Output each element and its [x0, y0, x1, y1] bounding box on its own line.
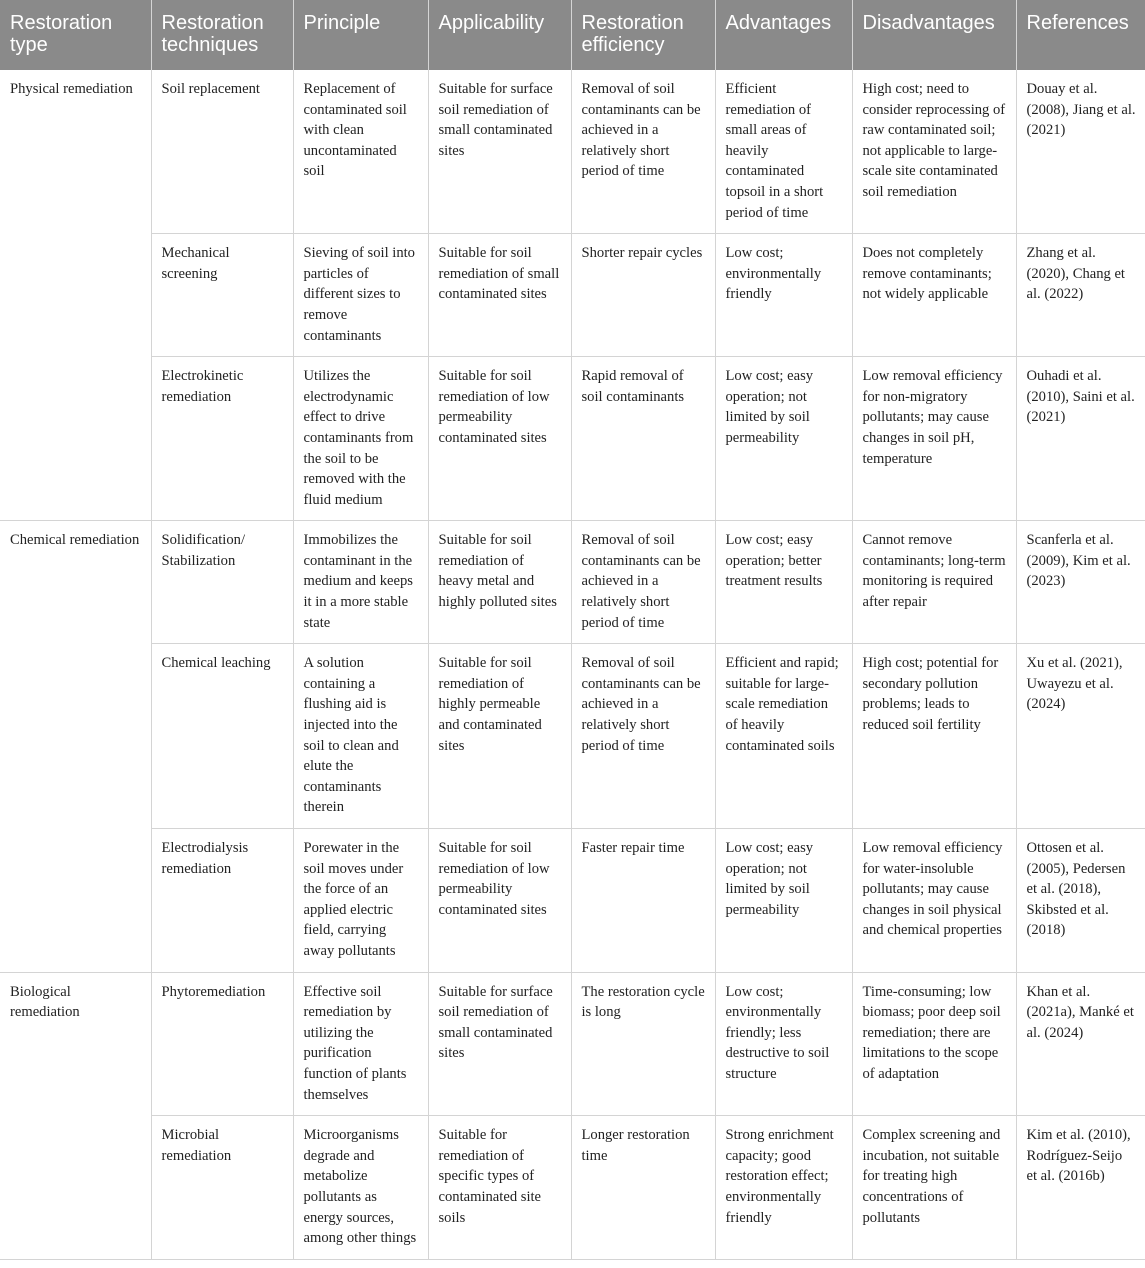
efficiency-cell: Removal of soil contaminants can be achieved in a relatively short period of time	[571, 521, 715, 644]
advantages-cell: Low cost; easy operation; not limited by soil permeability	[715, 829, 852, 973]
principle-cell: Sieving of soil into particles of different sizes to remove contaminants	[293, 234, 428, 357]
applicability-cell: Suitable for surface soil remediation of small contaminated sites	[428, 70, 571, 234]
references-cell: Ouhadi et al. (2010), Saini et al. (2021)	[1016, 357, 1145, 521]
references-cell: Khan et al. (2021a), Manké et al. (2024)	[1016, 972, 1145, 1116]
disadvantages-cell: Low removal efficiency for non-migratory pollutants; may cause changes in soil pH, temperature	[852, 357, 1016, 521]
efficiency-cell: Removal of soil contaminants can be achieved in a relatively short period of time	[571, 644, 715, 829]
efficiency-cell: The restoration cycle is long	[571, 972, 715, 1116]
header-advantages: Advantages	[715, 0, 852, 70]
table-row	[0, 1116, 1145, 1260]
technique-cell: Microbial remediation	[151, 1116, 293, 1260]
advantages-cell: Low cost; easy operation; not limited by soil permeability	[715, 357, 852, 521]
efficiency-cell: Shorter repair cycles	[571, 234, 715, 357]
header-disadvantages: Disadvantages	[852, 0, 1016, 70]
principle-cell: Immobilizes the contaminant in the medium and keeps it in a more stable state	[293, 521, 428, 644]
technique-cell: Soil replacement	[151, 70, 293, 234]
technique-cell: Phytoremediation	[151, 972, 293, 1116]
table-header	[0, 0, 1145, 70]
principle-cell: Porewater in the soil moves under the force of an applied electric field, carrying away pollutants	[293, 829, 428, 973]
advantages-cell: Efficient and rapid; suitable for large-scale remediation of heavily contaminated soils	[715, 644, 852, 829]
references-cell: Ottosen et al. (2005), Pedersen et al. (2018), Skibsted et al. (2018)	[1016, 829, 1145, 973]
principle-cell: Effective soil remediation by utilizing the purification function of plants themselves	[293, 972, 428, 1116]
principle-cell: Microorganisms degrade and metabolize pollutants as energy sources, among other things	[293, 1116, 428, 1260]
restoration-type-cell: Chemical remediation	[0, 521, 151, 972]
header-references: References	[1016, 0, 1145, 70]
advantages-cell: Efficient remediation of small areas of heavily contaminated topsoil in a short period of time	[715, 70, 852, 234]
restoration-type-cell: Physical remediation	[0, 70, 151, 521]
applicability-cell: Suitable for remediation of specific types of contaminated site soils	[428, 1116, 571, 1260]
references-cell: Xu et al. (2021), Uwayezu et al. (2024)	[1016, 644, 1145, 829]
header-row	[0, 0, 1145, 70]
table-row	[0, 357, 1145, 521]
table-row	[0, 829, 1145, 973]
restoration-type-cell: Biological remediation	[0, 972, 151, 1259]
technique-cell: Solidification/ Stabilization	[151, 521, 293, 644]
applicability-cell: Suitable for soil remediation of low permeability contaminated sites	[428, 357, 571, 521]
header-restoration-type: Restoration type	[0, 0, 151, 70]
header-restoration-techniques: Restoration techniques	[151, 0, 293, 70]
efficiency-cell: Longer restoration time	[571, 1116, 715, 1260]
table-row	[0, 972, 1145, 1116]
disadvantages-cell: High cost; potential for secondary pollution problems; leads to reduced soil fertility	[852, 644, 1016, 829]
principle-cell: A solution containing a flushing aid is injected into the soil to clean and elute the contaminants therein	[293, 644, 428, 829]
table-row	[0, 234, 1145, 357]
disadvantages-cell: High cost; need to consider reprocessing of raw contaminated soil; not applicable to large-scale site contaminated soil remediation	[852, 70, 1016, 234]
table-row	[0, 70, 1145, 234]
advantages-cell: Low cost; environmentally friendly	[715, 234, 852, 357]
principle-cell: Utilizes the electrodynamic effect to drive contaminants from the soil to be removed with the fluid medium	[293, 357, 428, 521]
advantages-cell: Strong enrichment capacity; good restoration effect; environmentally friendly	[715, 1116, 852, 1260]
table-row	[0, 644, 1145, 829]
technique-cell: Electrokinetic remediation	[151, 357, 293, 521]
references-cell: Kim et al. (2010), Rodríguez-Seijo et al. (2016b)	[1016, 1116, 1145, 1260]
principle-cell: Replacement of contaminated soil with clean uncontaminated soil	[293, 70, 428, 234]
advantages-cell: Low cost; easy operation; better treatment results	[715, 521, 852, 644]
efficiency-cell: Rapid removal of soil contaminants	[571, 357, 715, 521]
applicability-cell: Suitable for surface soil remediation of small contaminated sites	[428, 972, 571, 1116]
header-principle: Principle	[293, 0, 428, 70]
table-row	[0, 521, 1145, 644]
table-body	[0, 70, 1145, 1259]
references-cell: Zhang et al. (2020), Chang et al. (2022)	[1016, 234, 1145, 357]
applicability-cell: Suitable for soil remediation of heavy metal and highly polluted sites	[428, 521, 571, 644]
header-applicability: Applicability	[428, 0, 571, 70]
references-cell: Scanferla et al. (2009), Kim et al. (2023)	[1016, 521, 1145, 644]
technique-cell: Electrodialysis remediation	[151, 829, 293, 973]
disadvantages-cell: Time-consuming; low biomass; poor deep soil remediation; there are limitations to the scope of adaptation	[852, 972, 1016, 1116]
header-restoration-efficiency: Restoration efficiency	[571, 0, 715, 70]
disadvantages-cell: Complex screening and incubation, not suitable for treating high concentrations of pollutants	[852, 1116, 1016, 1260]
efficiency-cell: Removal of soil contaminants can be achieved in a relatively short period of time	[571, 70, 715, 234]
references-cell: Douay et al. (2008), Jiang et al. (2021)	[1016, 70, 1145, 234]
applicability-cell: Suitable for soil remediation of low permeability contaminated sites	[428, 829, 571, 973]
disadvantages-cell: Does not completely remove contaminants; not widely applicable	[852, 234, 1016, 357]
technique-cell: Chemical leaching	[151, 644, 293, 829]
efficiency-cell: Faster repair time	[571, 829, 715, 973]
technique-cell: Mechanical screening	[151, 234, 293, 357]
applicability-cell: Suitable for soil remediation of small contaminated sites	[428, 234, 571, 357]
disadvantages-cell: Cannot remove contaminants; long-term monitoring is required after repair	[852, 521, 1016, 644]
disadvantages-cell: Low removal efficiency for water-insoluble pollutants; may cause changes in soil physical and chemical properties	[852, 829, 1016, 973]
advantages-cell: Low cost; environmentally friendly; less destructive to soil structure	[715, 972, 852, 1116]
applicability-cell: Suitable for soil remediation of highly permeable and contaminated sites	[428, 644, 571, 829]
